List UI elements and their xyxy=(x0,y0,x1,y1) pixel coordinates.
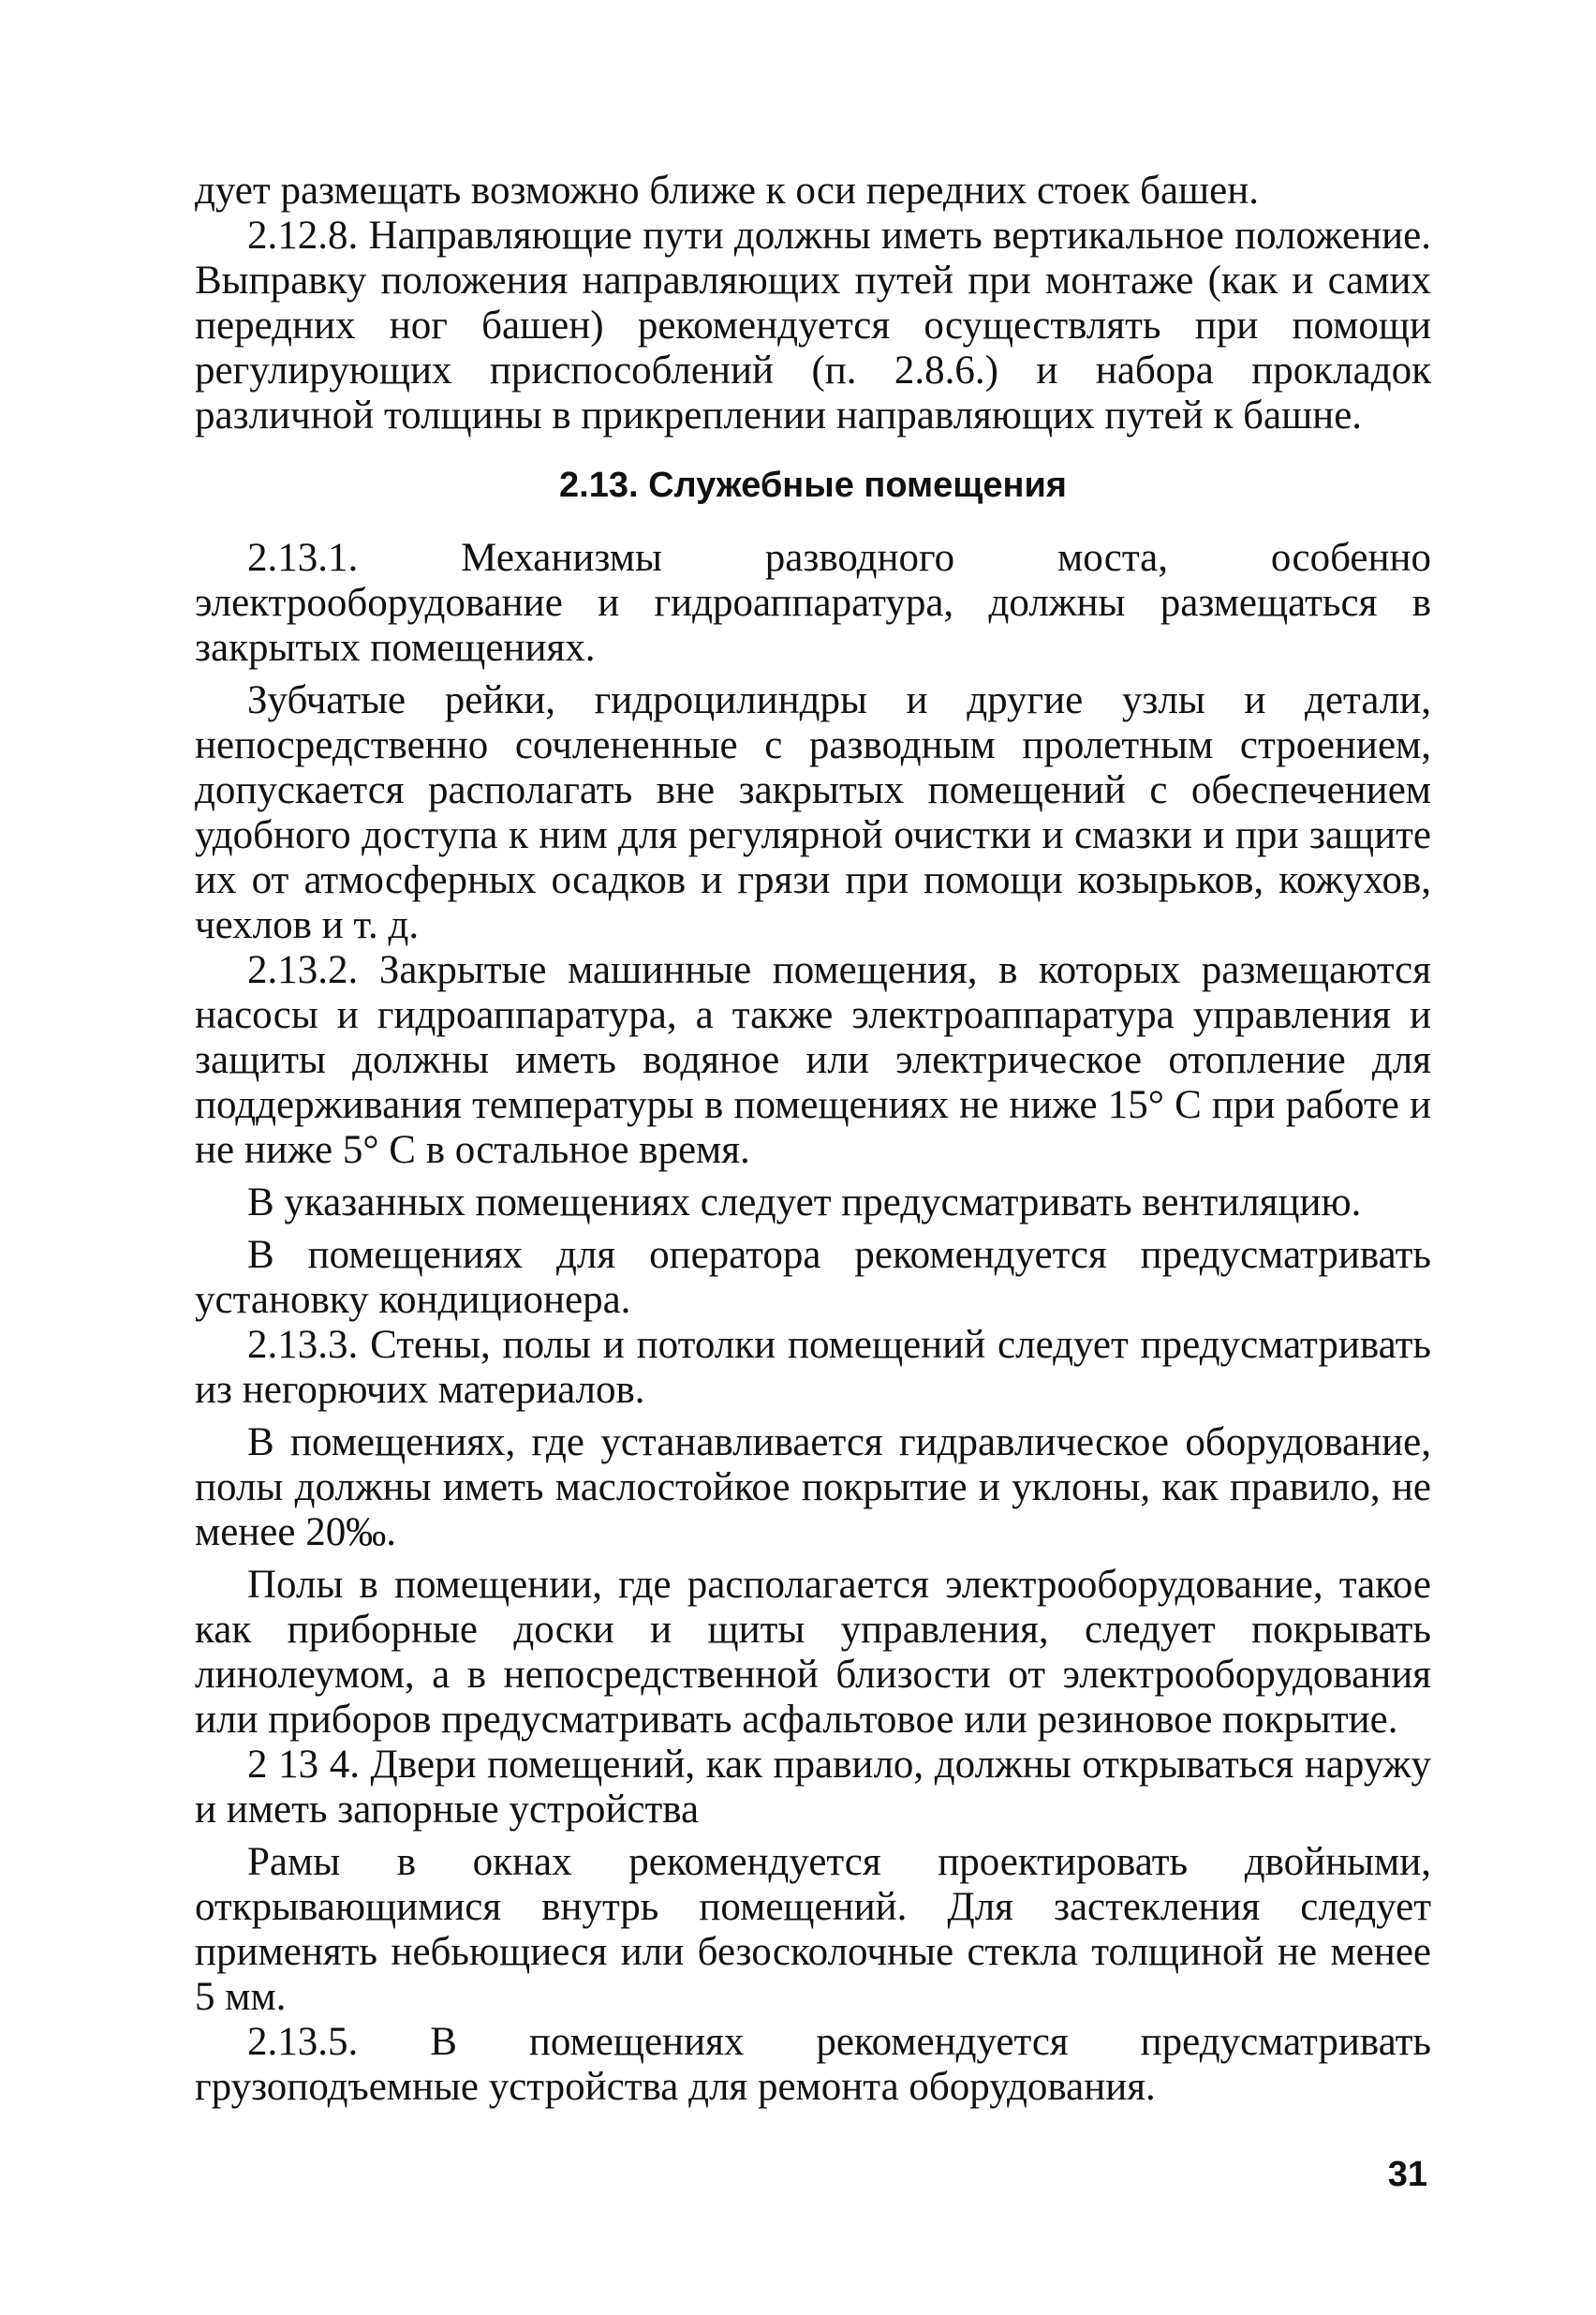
page-number: 31 xyxy=(1387,2155,1427,2194)
paragraph-2-13-5: 2.13.5. В помещениях рекомендуется предусматривать грузоподъемные устройства для ремонта оборудования. xyxy=(195,2020,1431,2109)
paragraph-electrical-floors: Полы в помещении, где располагается электрооборудование, такое как приборные доски и щиты управления, следует покрывать линолеумом, а в непосредственной близости от электрооборудования или приборов предусматривать асфальтовое или резиновое покрытие. xyxy=(195,1563,1431,1742)
paragraph-hydraulic-floors: В помещениях, где устанавливается гидравлическое оборудование, полы должны иметь маслостойкое покрытие и уклоны, как правило, не менее 20‰. xyxy=(195,1420,1431,1554)
paragraph-ventilation: В указанных помещениях следует предусматривать вентиляцию. xyxy=(247,1180,1362,1224)
section-heading: 2.13. Служебные помещения xyxy=(559,466,1067,505)
paragraph-racks: Зубчатые рейки, гидроцилиндры и другие узлы и детали, непосредственно сочлененные с разводным пролетным строением, допускается располагать вне закрытых помещений с обеспечением удобного доступа к ним для регулярной очистки и смазки и при защите их от атмосферных осадков и грязи при помощи козырьков, кожухов, чехлов и т. д. xyxy=(195,678,1431,947)
paragraph-2-13-1: 2.13.1. Механизмы разводного моста, особенно электрооборудование и гидроаппаратура, должны размещаться в закрытых помещениях. xyxy=(195,536,1431,670)
paragraph-2-13-4: 2 13 4. Двери помещений, как правило, должны открываться наружу и иметь запорные устройства xyxy=(195,1743,1431,1832)
paragraph-windows: Рамы в окнах рекомендуется проектировать двойными, открывающимися внутрь помещений. Для застекления следует применять небьющиеся или безосколочные стекла толщиной не менее 5 мм. xyxy=(195,1840,1431,2019)
paragraph-continuation: дует размещать возможно ближе к оси передних стоек башен. xyxy=(195,169,1259,213)
paragraph-conditioner: В помещениях для оператора рекомендуется предусматривать установку кондиционера. xyxy=(195,1233,1431,1322)
document-page xyxy=(195,169,1431,2110)
paragraph-2-13-3: 2.13.3. Стены, полы и потолки помещений следует предусматривать из негорючих материалов. xyxy=(195,1323,1431,1412)
paragraph-2-13-2: 2.13.2. Закрытые машинные помещения, в которых размещаются насосы и гидроаппаратура, а также электроаппаратура управления и защиты должны иметь водяное или электрическое отопление для поддерживания температуры в помещениях не ниже 15° С при работе и не ниже 5° С в остальное время. xyxy=(195,948,1431,1172)
paragraph-2-12-8: 2.12.8. Направляющие пути должны иметь вертикальное положение. Выправку положения направляющих путей при монтаже (как и самих передних ног башен) рекомендуется осуществлять при помощи регулирующих приспособлений (п. 2.8.6.) и набора прокладок различной толщины в прикреплении направляющих путей к башне. xyxy=(195,214,1431,438)
